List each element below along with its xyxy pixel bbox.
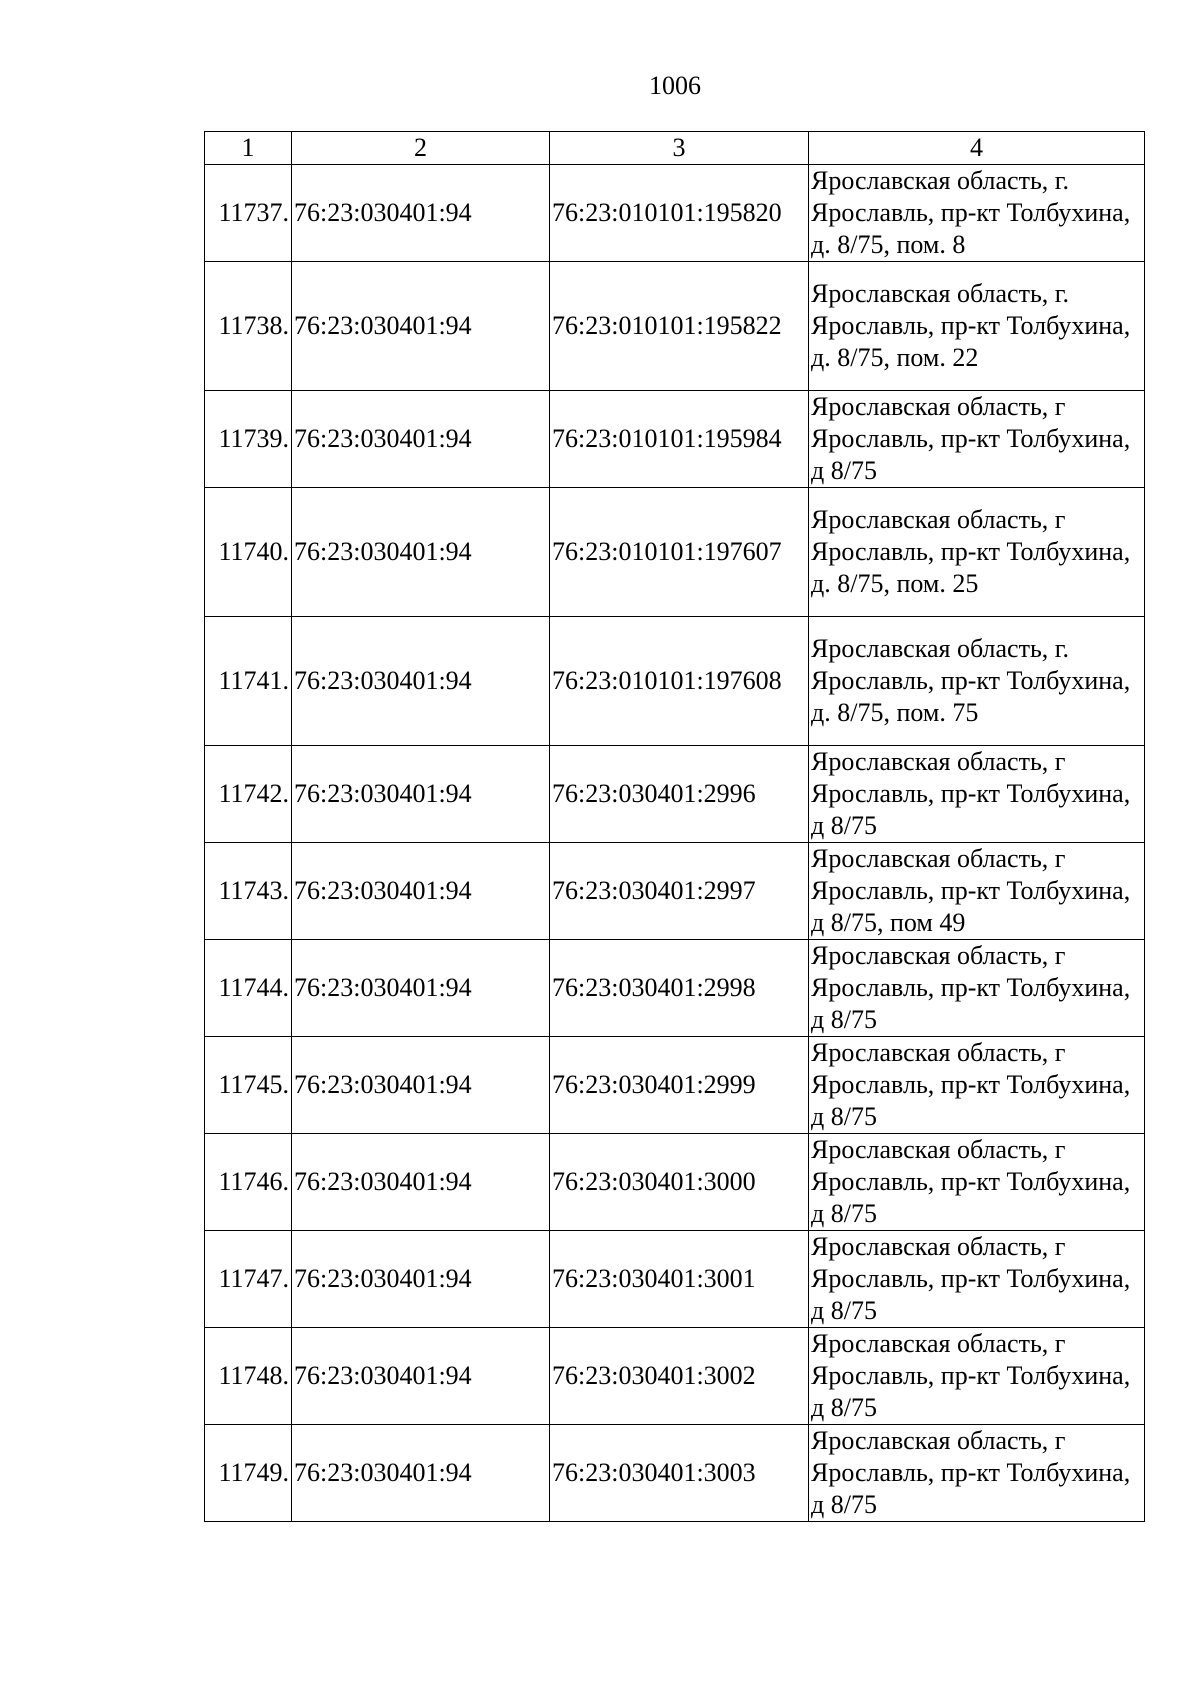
object-cadastral-number: 76:23:010101:197607	[550, 488, 809, 617]
row-number: 11749.	[205, 1425, 292, 1522]
parcel-cadastral-number: 76:23:030401:94	[292, 1425, 550, 1522]
parcel-cadastral-number: 76:23:030401:94	[292, 165, 550, 262]
address: Ярославская область, г. Ярославль, пр-кт Толбухина, д. 8/75, пом. 22	[809, 262, 1145, 391]
address: Ярославская область, г Ярославль, пр-кт Толбухина, д 8/75	[809, 1231, 1145, 1328]
address: Ярославская область, г Ярославль, пр-кт Толбухина, д 8/75	[809, 1134, 1145, 1231]
parcel-cadastral-number: 76:23:030401:94	[292, 1328, 550, 1425]
row-number: 11746.	[205, 1134, 292, 1231]
address: Ярославская область, г Ярославль, пр-кт Толбухина, д 8/75	[809, 391, 1145, 488]
address: Ярославская область, г. Ярославль, пр-кт Толбухина, д. 8/75, пом. 75	[809, 617, 1145, 746]
address: Ярославская область, г Ярославль, пр-кт Толбухина, д. 8/75, пом. 25	[809, 488, 1145, 617]
object-cadastral-number: 76:23:030401:2998	[550, 940, 809, 1037]
object-cadastral-number: 76:23:030401:2999	[550, 1037, 809, 1134]
table-row	[205, 262, 1145, 391]
address: Ярославская область, г Ярославль, пр-кт Толбухина, д 8/75	[809, 1425, 1145, 1522]
object-cadastral-number: 76:23:010101:195822	[550, 262, 809, 391]
registry-table	[204, 131, 1145, 1522]
object-cadastral-number: 76:23:030401:3003	[550, 1425, 809, 1522]
parcel-cadastral-number: 76:23:030401:94	[292, 843, 550, 940]
table-header	[205, 132, 1145, 165]
header-row	[205, 132, 1145, 165]
parcel-cadastral-number: 76:23:030401:94	[292, 1231, 550, 1328]
parcel-cadastral-number: 76:23:030401:94	[292, 746, 550, 843]
row-number: 11739.	[205, 391, 292, 488]
row-number: 11741.	[205, 617, 292, 746]
table-row	[205, 165, 1145, 262]
table-row	[205, 940, 1145, 1037]
row-number: 11744.	[205, 940, 292, 1037]
parcel-cadastral-number: 76:23:030401:94	[292, 940, 550, 1037]
row-number: 11747.	[205, 1231, 292, 1328]
object-cadastral-number: 76:23:010101:195984	[550, 391, 809, 488]
row-number: 11748.	[205, 1328, 292, 1425]
address: Ярославская область, г Ярославль, пр-кт Толбухина, д 8/75	[809, 1328, 1145, 1425]
header-col-4: 4	[809, 132, 1145, 165]
page-number: 1006	[649, 71, 701, 100]
table-row	[205, 746, 1145, 843]
address: Ярославская область, г Ярославль, пр-кт Толбухина, д 8/75	[809, 940, 1145, 1037]
object-cadastral-number: 76:23:030401:3002	[550, 1328, 809, 1425]
row-number: 11737.	[205, 165, 292, 262]
parcel-cadastral-number: 76:23:030401:94	[292, 488, 550, 617]
object-cadastral-number: 76:23:030401:3001	[550, 1231, 809, 1328]
table-row	[205, 1231, 1145, 1328]
row-number: 11738.	[205, 262, 292, 391]
table-row	[205, 488, 1145, 617]
parcel-cadastral-number: 76:23:030401:94	[292, 1037, 550, 1134]
parcel-cadastral-number: 76:23:030401:94	[292, 1134, 550, 1231]
row-number: 11743.	[205, 843, 292, 940]
table-row	[205, 1328, 1145, 1425]
object-cadastral-number: 76:23:010101:197608	[550, 617, 809, 746]
table-row	[205, 1134, 1145, 1231]
table-row	[205, 1037, 1145, 1134]
table-body	[205, 165, 1145, 1522]
address: Ярославская область, г Ярославль, пр-кт Толбухина, д 8/75	[809, 746, 1145, 843]
table-row	[205, 617, 1145, 746]
object-cadastral-number: 76:23:030401:2997	[550, 843, 809, 940]
object-cadastral-number: 76:23:030401:3000	[550, 1134, 809, 1231]
parcel-cadastral-number: 76:23:030401:94	[292, 391, 550, 488]
object-cadastral-number: 76:23:010101:195820	[550, 165, 809, 262]
address: Ярославская область, г. Ярославль, пр-кт Толбухина, д. 8/75, пом. 8	[809, 165, 1145, 262]
row-number: 11740.	[205, 488, 292, 617]
table-row	[205, 1425, 1145, 1522]
parcel-cadastral-number: 76:23:030401:94	[292, 617, 550, 746]
object-cadastral-number: 76:23:030401:2996	[550, 746, 809, 843]
address: Ярославская область, г Ярославль, пр-кт Толбухина, д 8/75, пом 49	[809, 843, 1145, 940]
header-col-1: 1	[205, 132, 292, 165]
table-row	[205, 391, 1145, 488]
header-col-2: 2	[292, 132, 550, 165]
parcel-cadastral-number: 76:23:030401:94	[292, 262, 550, 391]
table-row	[205, 843, 1145, 940]
row-number: 11742.	[205, 746, 292, 843]
row-number: 11745.	[205, 1037, 292, 1134]
address: Ярославская область, г Ярославль, пр-кт Толбухина, д 8/75	[809, 1037, 1145, 1134]
header-col-3: 3	[550, 132, 809, 165]
